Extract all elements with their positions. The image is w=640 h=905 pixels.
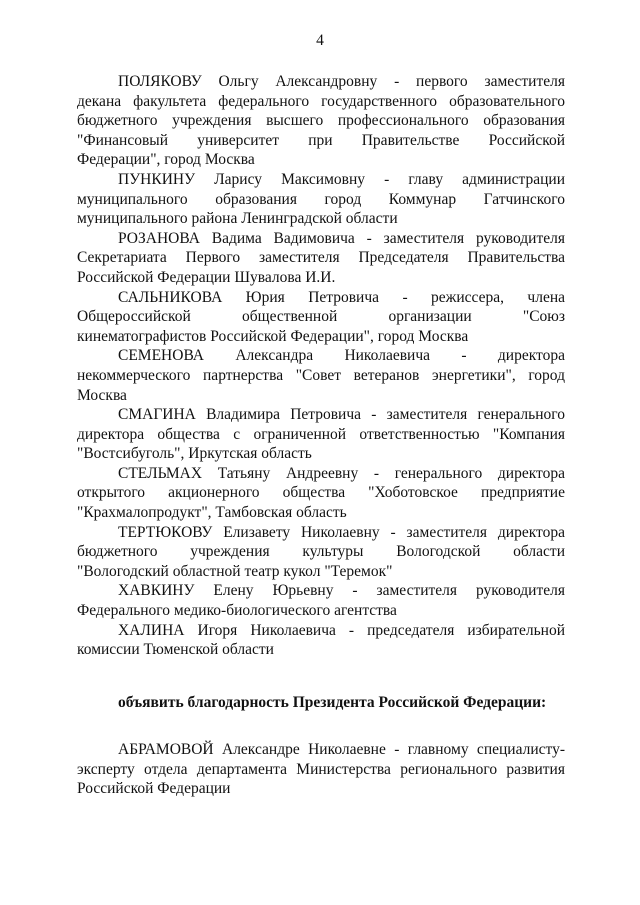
award-entry	[77, 621, 565, 660]
entry-line: СТЕЛЬМАХ Татьяну Андреевну - генерального директора	[118, 464, 565, 482]
entry-line: ХАВКИНУ Елену Юрьевну - заместителя руководителя	[118, 582, 565, 600]
thanks-entry	[77, 740, 565, 799]
award-entry	[77, 523, 565, 582]
entry-line: открытого акционерного общества "Хоботовское предприятие	[77, 484, 565, 502]
entry-line: декана факультета федерального государственного образовательного	[77, 92, 565, 110]
entry-line: СМАГИНА Владимира Петровича - заместителя генерального	[118, 406, 565, 424]
entry-line: АБРАМОВОЙ Александре Николаевне - главному специалисту-	[118, 741, 565, 758]
entry-line: ТЕРТЮКОВУ Елизавету Николаевну - заместителя директора	[118, 523, 565, 541]
entry-line: Секретариата Первого заместителя Председателя Правительства	[77, 249, 565, 267]
entry-line: муниципального района Ленинградской области	[77, 210, 398, 228]
entry-line: "Вологодский областной театр кукол "Теремок"	[77, 562, 393, 580]
entry-line: кинематографистов Российской Федерации", город Москва	[77, 327, 469, 345]
entry-line: "Востсибуголь", Иркутская область	[77, 445, 312, 463]
entry-line: Москва	[77, 386, 127, 404]
entry-line: эксперту отдела департамента Министерства регионального развития	[77, 760, 565, 778]
entry-line: Федерации", город Москва	[77, 151, 255, 169]
entry-line: ХАЛИНА Игоря Николаевича - председателя избирательной	[118, 621, 565, 639]
entry-line: некоммерческого партнерства "Совет ветеранов энергетики", город	[77, 366, 565, 384]
entry-line: Общероссийской общественной организации "Союз	[77, 308, 565, 326]
entry-line: Российской Федерации Шувалова И.И.	[77, 268, 336, 286]
award-entry	[77, 170, 565, 229]
section-heading: объявить благодарность Президента Российской Федерации:	[118, 694, 547, 711]
entry-line: комиссии Тюменской области	[77, 641, 274, 659]
entry-line: "Финансовый университет при Правительстве Российской	[77, 131, 565, 149]
entry-line: САЛЬНИКОВА Юрия Петровича - режиссера, члена	[118, 288, 565, 306]
entry-line: ПУНКИНУ Ларису Максимовну - главу администрации	[118, 170, 565, 188]
award-entry	[77, 72, 565, 170]
award-entry	[77, 346, 565, 405]
entry-line: директора общества с ограниченной ответственностью "Компания	[77, 425, 565, 443]
entry-line: бюджетного учреждения высшего профессионального образования	[77, 112, 565, 130]
page-number: 4	[316, 32, 324, 49]
award-entry	[77, 464, 565, 523]
entry-line: СЕМЕНОВА Александра Николаевича - директора	[118, 347, 565, 365]
entry-line: Федерального медико-биологического агентства	[77, 602, 397, 620]
entry-line: ПОЛЯКОВУ Ольгу Александровну - первого заместителя	[118, 73, 565, 90]
entry-line: Российской Федерации	[77, 780, 231, 798]
award-entry	[77, 581, 565, 620]
entry-line: бюджетного учреждения культуры Вологодской области	[77, 543, 565, 561]
award-list	[77, 72, 565, 660]
award-entry	[77, 405, 565, 464]
entry-line: "Крахмалопродукт", Тамбовская область	[77, 504, 347, 522]
award-entry	[77, 288, 565, 347]
entry-line: муниципального образования город Коммунар Гатчинского	[77, 190, 565, 208]
entry-line: РОЗАНОВА Вадима Вадимовича - заместителя руководителя	[118, 229, 565, 247]
award-entry	[77, 229, 565, 288]
